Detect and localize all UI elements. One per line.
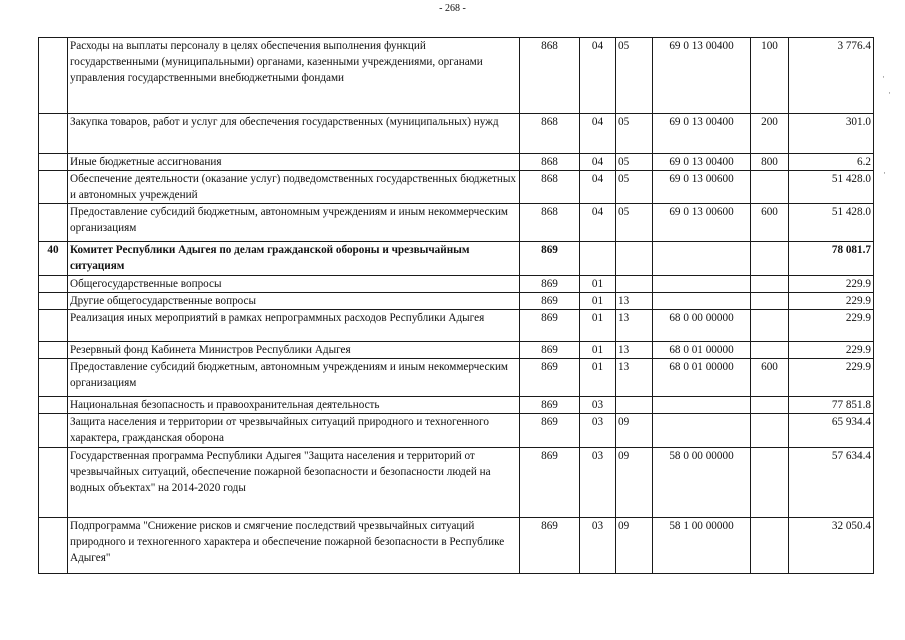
amount-cell: 229.9 (789, 293, 874, 310)
row-number-cell (39, 38, 68, 114)
department-code-cell: 868 (520, 171, 580, 204)
target-article-cell (653, 293, 751, 310)
subsection-code-cell: 13 (616, 293, 653, 310)
subsection-code-cell: 09 (616, 448, 653, 518)
table-row (39, 359, 874, 397)
expense-type-cell (751, 414, 789, 448)
expense-type-cell (751, 448, 789, 518)
budget-table-body (39, 38, 874, 574)
expense-type-cell (751, 171, 789, 204)
department-code-cell: 868 (520, 114, 580, 154)
section-code-cell: 04 (580, 171, 616, 204)
table-row (39, 242, 874, 276)
subsection-code-cell: 05 (616, 204, 653, 242)
expense-type-cell: 800 (751, 154, 789, 171)
item-name-cell: Резервный фонд Кабинета Министров Республики Адыгея (68, 342, 520, 359)
section-code-cell: 04 (580, 154, 616, 171)
item-name-cell: Государственная программа Республики Адыгея "Защита населения и территорий от чрезвычайных ситуаций, обеспечение пожарной безопасности и безопасности людей на водных объектах" на 2014-2020 годы (68, 448, 520, 518)
item-name-cell: Общегосударственные вопросы (68, 276, 520, 293)
department-code-cell: 869 (520, 293, 580, 310)
row-number-cell (39, 518, 68, 574)
department-code-cell: 868 (520, 204, 580, 242)
subsection-code-cell: 05 (616, 171, 653, 204)
item-name-cell: Предоставление субсидий бюджетным, автономным учреждениям и иным некоммерческим организациям (68, 204, 520, 242)
target-article-cell: 69 0 13 00400 (653, 154, 751, 171)
department-code-cell: 869 (520, 414, 580, 448)
department-code-cell: 869 (520, 310, 580, 342)
department-code-cell: 869 (520, 518, 580, 574)
section-code-cell: 01 (580, 293, 616, 310)
row-number-cell (39, 114, 68, 154)
row-number-cell (39, 359, 68, 397)
table-row (39, 154, 874, 171)
section-code-cell: 01 (580, 276, 616, 293)
target-article-cell: 68 0 01 00000 (653, 359, 751, 397)
item-name-cell: Другие общегосударственные вопросы (68, 293, 520, 310)
subsection-code-cell: 13 (616, 342, 653, 359)
expense-type-cell: 100 (751, 38, 789, 114)
target-article-cell (653, 397, 751, 414)
expense-type-cell: 600 (751, 204, 789, 242)
section-code-cell (580, 242, 616, 276)
amount-cell: 229.9 (789, 310, 874, 342)
table-row (39, 293, 874, 310)
item-name-cell: Иные бюджетные ассигнования (68, 154, 520, 171)
table-row (39, 204, 874, 242)
table-row (39, 397, 874, 414)
target-article-cell: 58 0 00 00000 (653, 448, 751, 518)
subsection-code-cell (616, 242, 653, 276)
target-article-cell (653, 242, 751, 276)
row-number-cell (39, 310, 68, 342)
expense-type-cell (751, 242, 789, 276)
department-code-cell: 869 (520, 448, 580, 518)
table-row (39, 310, 874, 342)
section-code-cell: 01 (580, 310, 616, 342)
expense-type-cell (751, 518, 789, 574)
section-code-cell: 01 (580, 342, 616, 359)
amount-cell: 301.0 (789, 114, 874, 154)
amount-cell: 78 081.7 (789, 242, 874, 276)
target-article-cell: 69 0 13 00600 (653, 204, 751, 242)
scan-artifact: · (882, 72, 885, 82)
target-article-cell (653, 276, 751, 293)
department-code-cell: 868 (520, 154, 580, 171)
item-name-cell: Закупка товаров, работ и услуг для обеспечения государственных (муниципальных) нужд (68, 114, 520, 154)
target-article-cell: 68 0 00 00000 (653, 310, 751, 342)
expense-type-cell (751, 293, 789, 310)
expense-type-cell (751, 310, 789, 342)
expense-type-cell (751, 276, 789, 293)
scan-artifact: · (883, 168, 886, 178)
table-row (39, 414, 874, 448)
target-article-cell: 69 0 13 00400 (653, 38, 751, 114)
subsection-code-cell (616, 276, 653, 293)
row-number-cell (39, 397, 68, 414)
target-article-cell: 69 0 13 00400 (653, 114, 751, 154)
department-code-cell: 869 (520, 342, 580, 359)
row-number-cell (39, 171, 68, 204)
amount-cell: 57 634.4 (789, 448, 874, 518)
expense-type-cell (751, 397, 789, 414)
subsection-code-cell: 05 (616, 38, 653, 114)
item-name-cell: Комитет Республики Адыгея по делам гражданской обороны и чрезвычайным ситуациям (68, 242, 520, 276)
expense-type-cell: 600 (751, 359, 789, 397)
scan-artifact: · (888, 88, 891, 98)
section-code-cell: 04 (580, 114, 616, 154)
amount-cell: 229.9 (789, 342, 874, 359)
subsection-code-cell: 09 (616, 414, 653, 448)
amount-cell: 51 428.0 (789, 204, 874, 242)
item-name-cell: Расходы на выплаты персоналу в целях обеспечения выполнения функций государственными (муниципальными) органами, казенными учреждениями, органами управления государственными внебюджетными фондами (68, 38, 520, 114)
department-code-cell: 869 (520, 397, 580, 414)
target-article-cell: 68 0 01 00000 (653, 342, 751, 359)
table-row (39, 342, 874, 359)
amount-cell: 32 050.4 (789, 518, 874, 574)
amount-cell: 229.9 (789, 276, 874, 293)
row-number-cell: 40 (39, 242, 68, 276)
row-number-cell (39, 293, 68, 310)
section-code-cell: 03 (580, 397, 616, 414)
amount-cell: 77 851.8 (789, 397, 874, 414)
target-article-cell (653, 414, 751, 448)
budget-table (38, 37, 874, 574)
amount-cell: 6.2 (789, 154, 874, 171)
section-code-cell: 04 (580, 38, 616, 114)
item-name-cell: Предоставление субсидий бюджетным, автономным учреждениям и иным некоммерческим организациям (68, 359, 520, 397)
subsection-code-cell (616, 397, 653, 414)
expense-type-cell (751, 342, 789, 359)
table-row (39, 448, 874, 518)
section-code-cell: 03 (580, 448, 616, 518)
table-row (39, 518, 874, 574)
row-number-cell (39, 414, 68, 448)
subsection-code-cell: 13 (616, 310, 653, 342)
department-code-cell: 869 (520, 359, 580, 397)
row-number-cell (39, 342, 68, 359)
page-number: - 268 - (439, 3, 466, 14)
department-code-cell: 869 (520, 276, 580, 293)
subsection-code-cell: 05 (616, 154, 653, 171)
section-code-cell: 03 (580, 518, 616, 574)
subsection-code-cell: 05 (616, 114, 653, 154)
table-row (39, 171, 874, 204)
target-article-cell: 69 0 13 00600 (653, 171, 751, 204)
item-name-cell: Реализация иных мероприятий в рамках непрограммных расходов Республики Адыгея (68, 310, 520, 342)
section-code-cell: 01 (580, 359, 616, 397)
row-number-cell (39, 448, 68, 518)
item-name-cell: Национальная безопасность и правоохранительная деятельность (68, 397, 520, 414)
subsection-code-cell: 09 (616, 518, 653, 574)
amount-cell: 229.9 (789, 359, 874, 397)
target-article-cell: 58 1 00 00000 (653, 518, 751, 574)
table-row (39, 276, 874, 293)
section-code-cell: 03 (580, 414, 616, 448)
row-number-cell (39, 154, 68, 171)
amount-cell: 51 428.0 (789, 171, 874, 204)
department-code-cell: 869 (520, 242, 580, 276)
section-code-cell: 04 (580, 204, 616, 242)
subsection-code-cell: 13 (616, 359, 653, 397)
expense-type-cell: 200 (751, 114, 789, 154)
table-row (39, 38, 874, 114)
row-number-cell (39, 204, 68, 242)
amount-cell: 65 934.4 (789, 414, 874, 448)
amount-cell: 3 776.4 (789, 38, 874, 114)
item-name-cell: Подпрограмма "Снижение рисков и смягчение последствий чрезвычайных ситуаций природного и техногенного характера и обеспечение пожарной безопасности в Республике Адыгея" (68, 518, 520, 574)
department-code-cell: 868 (520, 38, 580, 114)
row-number-cell (39, 276, 68, 293)
item-name-cell: Обеспечение деятельности (оказание услуг) подведомственных государственных бюджетных и автономных учреждений (68, 171, 520, 204)
table-row (39, 114, 874, 154)
item-name-cell: Защита населения и территории от чрезвычайных ситуаций природного и техногенного характера, гражданская оборона (68, 414, 520, 448)
